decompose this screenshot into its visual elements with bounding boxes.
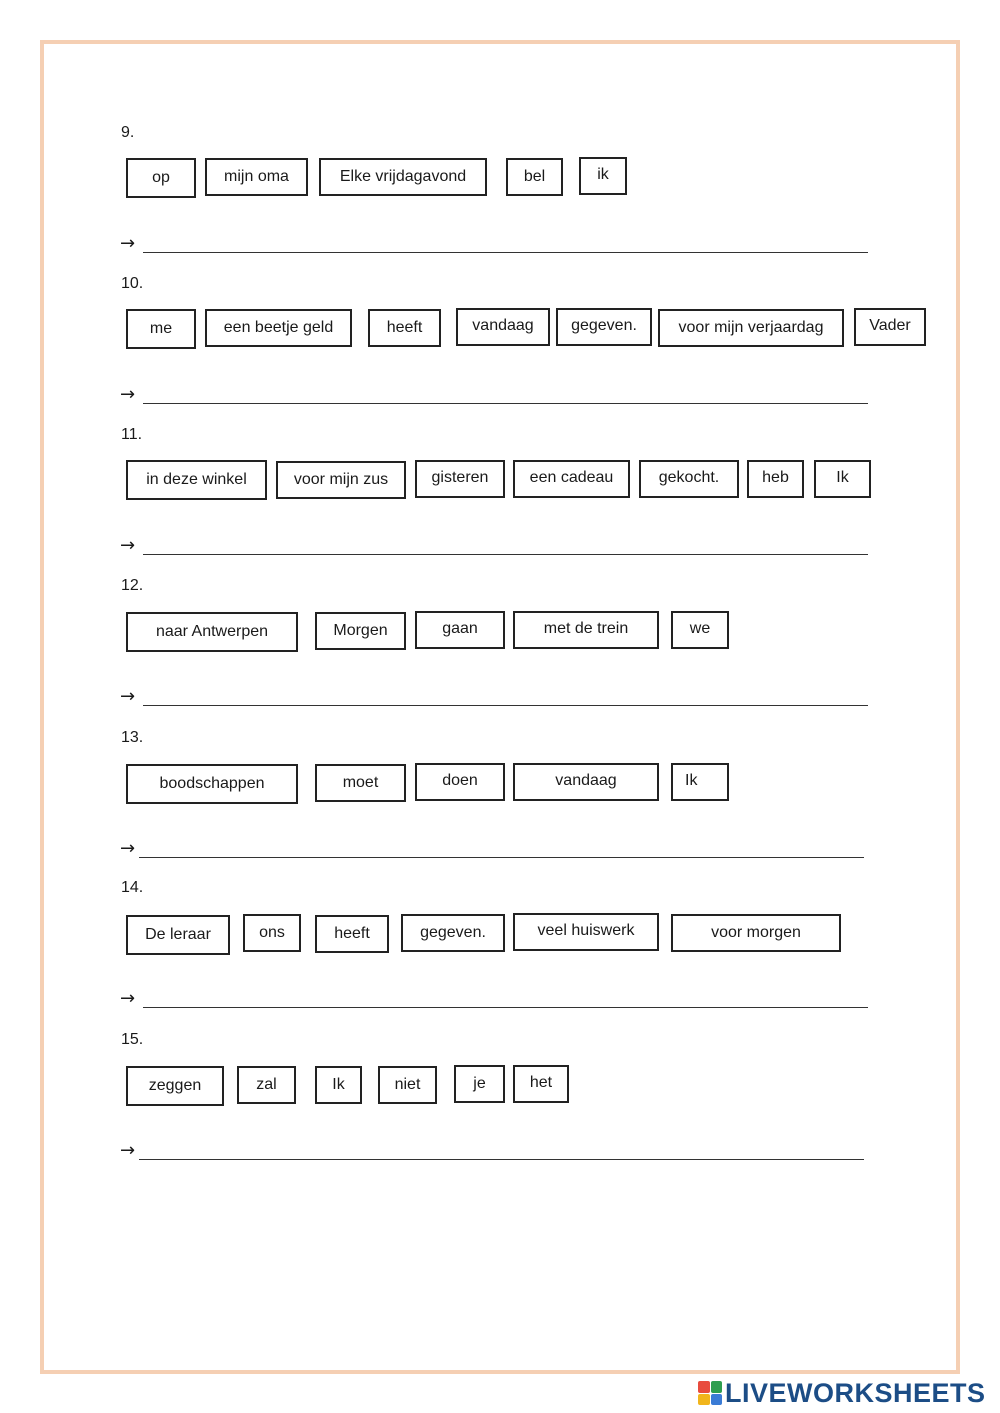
exercise-10 <box>0 273 1000 413</box>
arrow-icon: → <box>120 988 136 1009</box>
exercise-15 <box>0 1029 1000 1169</box>
word-tile[interactable]: gekocht. <box>639 460 739 498</box>
word-tile[interactable]: ons <box>243 914 301 952</box>
word-tile[interactable]: voor mijn zus <box>276 461 406 499</box>
word-tile[interactable]: heeft <box>368 309 441 347</box>
arrow-icon: → <box>120 233 136 254</box>
word-tile[interactable]: heeft <box>315 915 389 953</box>
brand-name: LIVEWORKSHEETS <box>725 1378 986 1408</box>
word-tile[interactable]: niet <box>378 1066 437 1104</box>
word-tile[interactable]: met de trein <box>513 611 659 649</box>
word-tile[interactable]: Vader <box>854 308 926 346</box>
logo-mark-icon <box>698 1381 722 1405</box>
word-tile[interactable]: gaan <box>415 611 505 649</box>
word-tile[interactable]: voor mijn verjaardag <box>658 309 844 347</box>
word-tile[interactable]: doen <box>415 763 505 801</box>
word-tile[interactable]: Ik <box>671 763 729 801</box>
word-tile[interactable]: bel <box>506 158 563 196</box>
word-tile[interactable]: het <box>513 1065 569 1103</box>
word-tile[interactable]: veel huiswerk <box>513 913 659 951</box>
word-tile[interactable]: moet <box>315 764 406 802</box>
answer-row <box>120 234 880 256</box>
answer-row <box>120 385 880 407</box>
answer-row <box>120 839 880 861</box>
exercise-11 <box>0 424 1000 564</box>
answer-input[interactable] <box>144 1141 872 1161</box>
word-tile[interactable]: De leraar <box>126 915 230 955</box>
exercise-number: 15. <box>121 1031 144 1048</box>
word-tile[interactable]: een beetje geld <box>205 309 352 347</box>
word-tile[interactable]: zal <box>237 1066 296 1104</box>
exercise-number: 9. <box>121 124 135 141</box>
exercise-number: 10. <box>121 275 144 292</box>
word-tile[interactable]: me <box>126 309 196 349</box>
word-tile[interactable]: ik <box>579 157 627 195</box>
exercise-12 <box>0 575 1000 715</box>
exercise-number: 11. <box>121 426 143 443</box>
word-tile[interactable]: Ik <box>315 1066 362 1104</box>
answer-input[interactable] <box>144 234 872 254</box>
answer-row <box>120 1141 880 1163</box>
word-tile[interactable]: Ik <box>814 460 871 498</box>
liveworksheets-logo <box>698 1378 986 1408</box>
word-tile[interactable]: voor morgen <box>671 914 841 952</box>
answer-input[interactable] <box>144 385 872 405</box>
word-tile[interactable]: zeggen <box>126 1066 224 1106</box>
exercise-14 <box>0 877 1000 1017</box>
answer-input[interactable] <box>144 536 872 556</box>
answer-row <box>120 687 880 709</box>
word-tile[interactable]: we <box>671 611 729 649</box>
exercise-number: 12. <box>121 577 144 594</box>
exercise-13 <box>0 727 1000 867</box>
arrow-icon: → <box>120 384 136 405</box>
answer-input[interactable] <box>144 989 872 1009</box>
word-tile[interactable]: je <box>454 1065 505 1103</box>
word-tile[interactable]: een cadeau <box>513 460 630 498</box>
exercise-number: 13. <box>121 729 144 746</box>
arrow-icon: → <box>120 838 136 859</box>
arrow-icon: → <box>120 1140 136 1161</box>
answer-input[interactable] <box>144 687 872 707</box>
word-tile[interactable]: mijn oma <box>205 158 308 196</box>
word-tile[interactable]: boodschappen <box>126 764 298 804</box>
exercise-9 <box>0 122 1000 262</box>
answer-input[interactable] <box>144 839 872 859</box>
word-tile[interactable]: gegeven. <box>556 308 652 346</box>
word-tile[interactable]: naar Antwerpen <box>126 612 298 652</box>
exercise-number: 14. <box>121 879 144 896</box>
answer-row <box>120 989 880 1011</box>
word-tile[interactable]: gisteren <box>415 460 505 498</box>
word-tile[interactable]: gegeven. <box>401 914 505 952</box>
word-tile[interactable]: vandaag <box>456 308 550 346</box>
word-tile[interactable]: vandaag <box>513 763 659 801</box>
arrow-icon: → <box>120 686 136 707</box>
word-tile[interactable]: Morgen <box>315 612 406 650</box>
arrow-icon: → <box>120 535 136 556</box>
word-tile[interactable]: heb <box>747 460 804 498</box>
answer-row <box>120 536 880 558</box>
word-tile[interactable]: op <box>126 158 196 198</box>
word-tile[interactable]: Elke vrijdagavond <box>319 158 487 196</box>
word-tile[interactable]: in deze winkel <box>126 460 267 500</box>
